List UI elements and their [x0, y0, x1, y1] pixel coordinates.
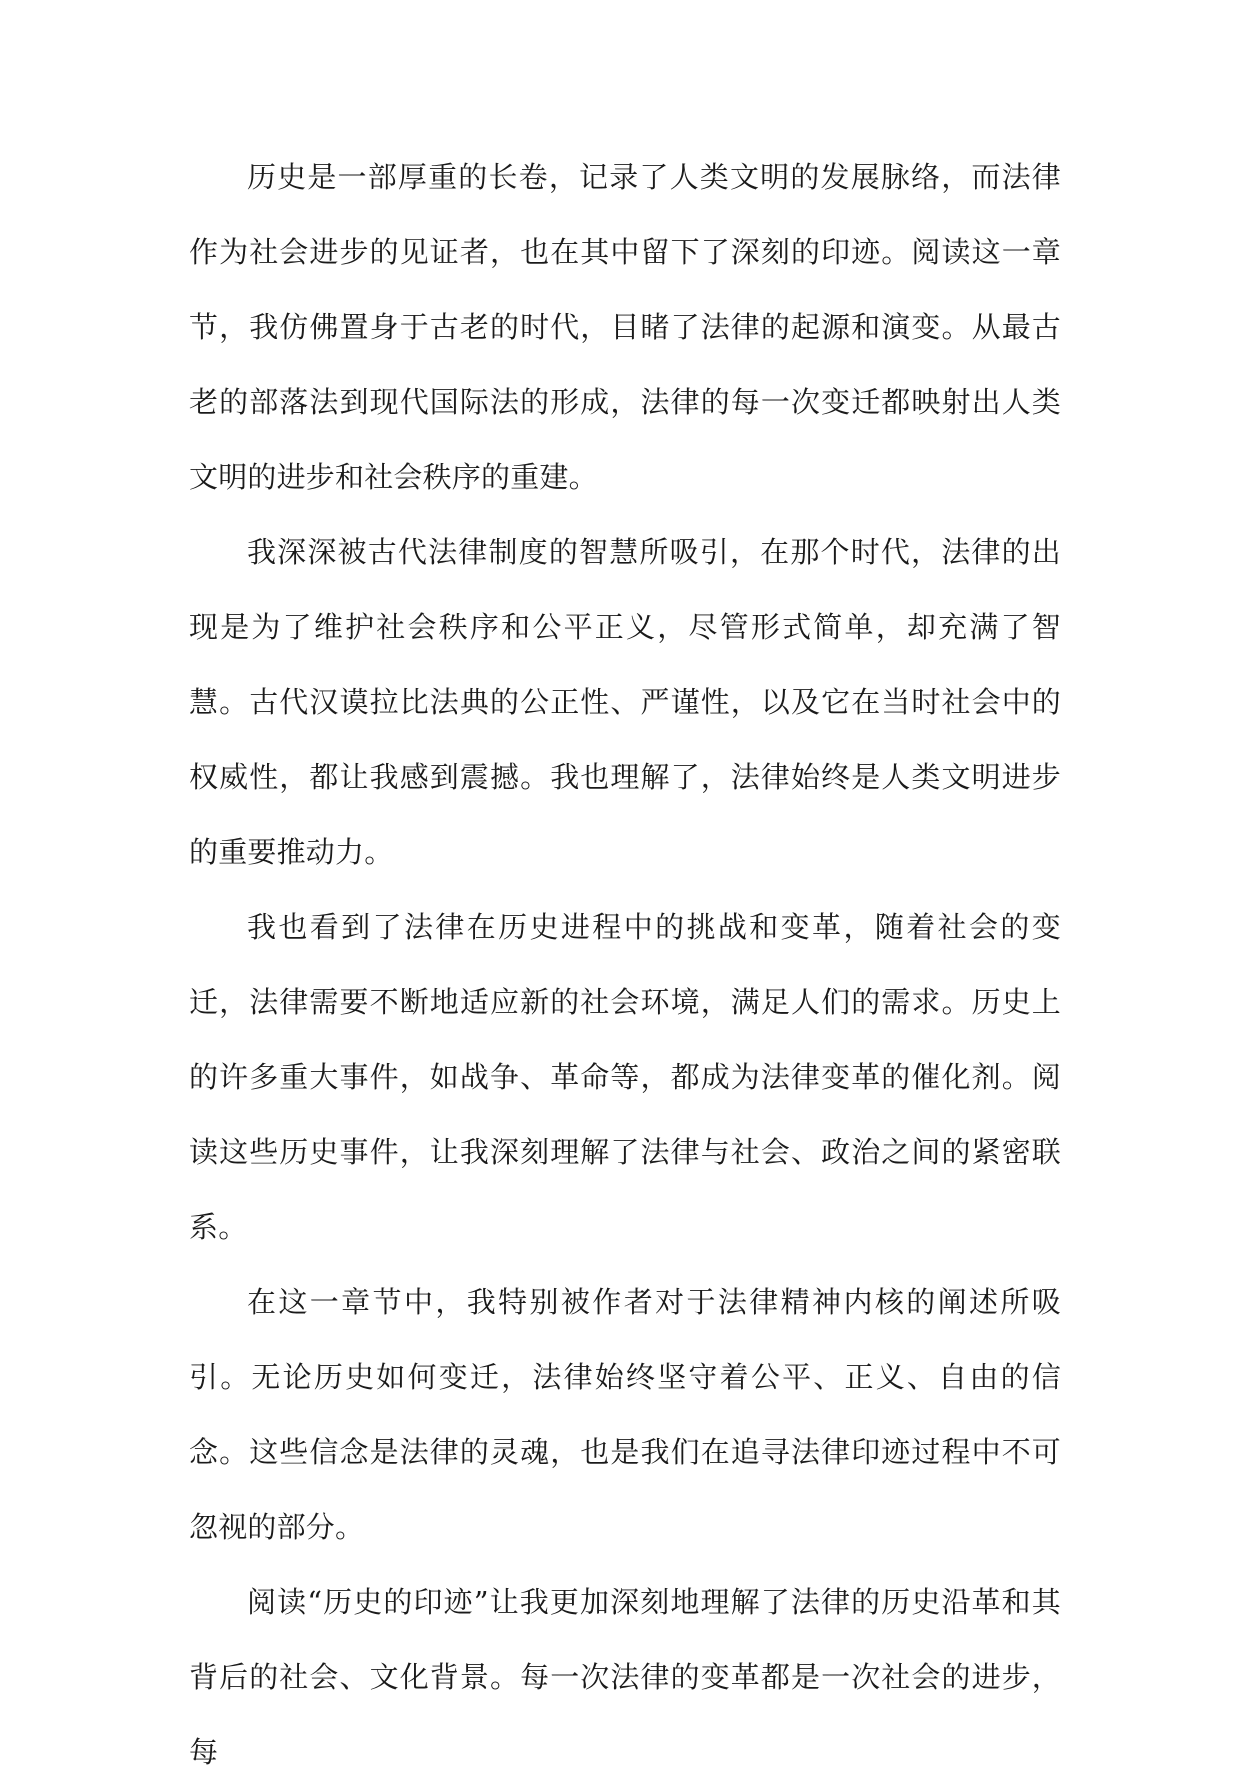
- paragraph: 在这一章节中，我特别被作者对于法律精神内核的阐述所吸引。无论历史如何变迁，法律始终坚守着公平、正义、自由的信念。这些信念是法律的灵魂，也是我们在追寻法律印迹过程中不可忽视的部分。: [189, 1285, 1061, 1544]
- paragraph: 我也看到了法律在历史进程中的挑战和变革，随着社会的变迁，法律需要不断地适应新的社会环境，满足人们的需求。历史上的许多重大事件，如战争、革命等，都成为法律变革的催化剂。阅读这些历史事件，让我深刻理解了法律与社会、政治之间的紧密联系。: [189, 910, 1061, 1244]
- paragraph: 阅读“历史的印迹”让我更加深刻地理解了法律的历史沿革和其背后的社会、文化背景。每一次法律的变革都是一次社会的进步，每: [189, 1585, 1061, 1769]
- document-body: [189, 140, 1061, 1790]
- paragraph: 历史是一部厚重的长卷，记录了人类文明的发展脉络，而法律作为社会进步的见证者，也在其中留下了深刻的印迹。阅读这一章节，我仿佛置身于古老的时代，目睹了法律的起源和演变。从最古老的部落法到现代国际法的形成，法律的每一次变迁都映射出人类文明的进步和社会秩序的重建。: [189, 160, 1061, 494]
- paragraph: 我深深被古代法律制度的智慧所吸引，在那个时代，法律的出现是为了维护社会秩序和公平正义，尽管形式简单，却充满了智慧。古代汉谟拉比法典的公正性、严谨性，以及它在当时社会中的权威性，都让我感到震撼。我也理解了，法律始终是人类文明进步的重要推动力。: [189, 535, 1061, 869]
